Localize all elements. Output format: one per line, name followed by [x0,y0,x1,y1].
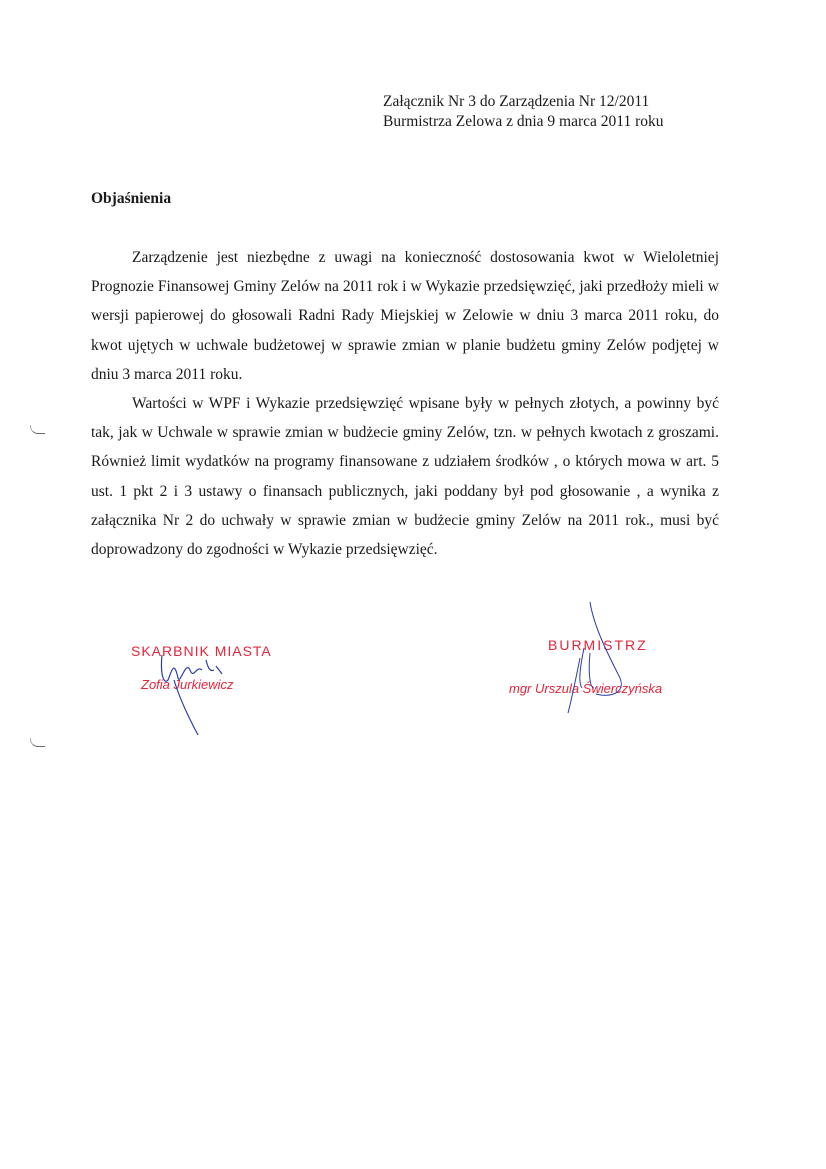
section-heading: Objaśnienia [91,190,172,207]
paragraph-1: Zarządzenie jest niezbędne z uwagi na konieczność dostosowania kwot w Wieloletniej Prognozie Finansowej Gminy Zelów na 2011 rok i w Wykazie przedsięwzięć, jaki przedłoży mieli w wersji papierowej do głosowali Radni Rady Miejskiej w Zelowie w dniu 3 marca 2011 roku, do kwot ujętych w uchwale budżetowej w sprawie zmian w planie budżetu gminy Zelów podjętej w dniu 3 marca 2011 roku. [91,249,719,383]
treasurer-stamp-name: Zofia Jurkiewicz [141,677,234,692]
mayor-signature [560,598,640,718]
header-line-1: Załącznik Nr 3 do Zarządzenia Nr 12/2011 [383,93,650,110]
treasurer-signature [150,640,250,740]
header-line-2: Burmistrza Zelowa z dnia 9 marca 2011 roku [383,113,664,130]
mayor-stamp-title: BURMISTRZ [548,637,648,653]
paragraph-2: Wartości w WPF i Wykazie przedsięwzięć wpisane były w pełnych złotych, a powinny być tak, jak w Uchwale w sprawie zmian w budżecie gminy Zelów, tzn. w pełnych kwotach z groszami. Również limit wydatków na programy finansowane z udziałem środków , o których mowa w art. 5 ust. 1 pkt 2 i 3 ustawy o finansach publicznych, jaki poddany był pod głosowanie , a wynika z załącznika Nr 2 do uchwały w sprawie zmian w budżecie gminy Zelów na 2011 rok., musi być doprowadzony do zgodności w Wykazie przedsięwzięć. [91,395,719,559]
scan-margin-mark [30,738,45,747]
explanation-body [91,243,719,564]
scan-margin-mark [30,425,45,434]
mayor-stamp-name: mgr Urszula Świerczyńska [509,681,663,696]
treasurer-stamp-title: SKARBNIK MIASTA [131,643,272,659]
attachment-header [383,92,663,132]
